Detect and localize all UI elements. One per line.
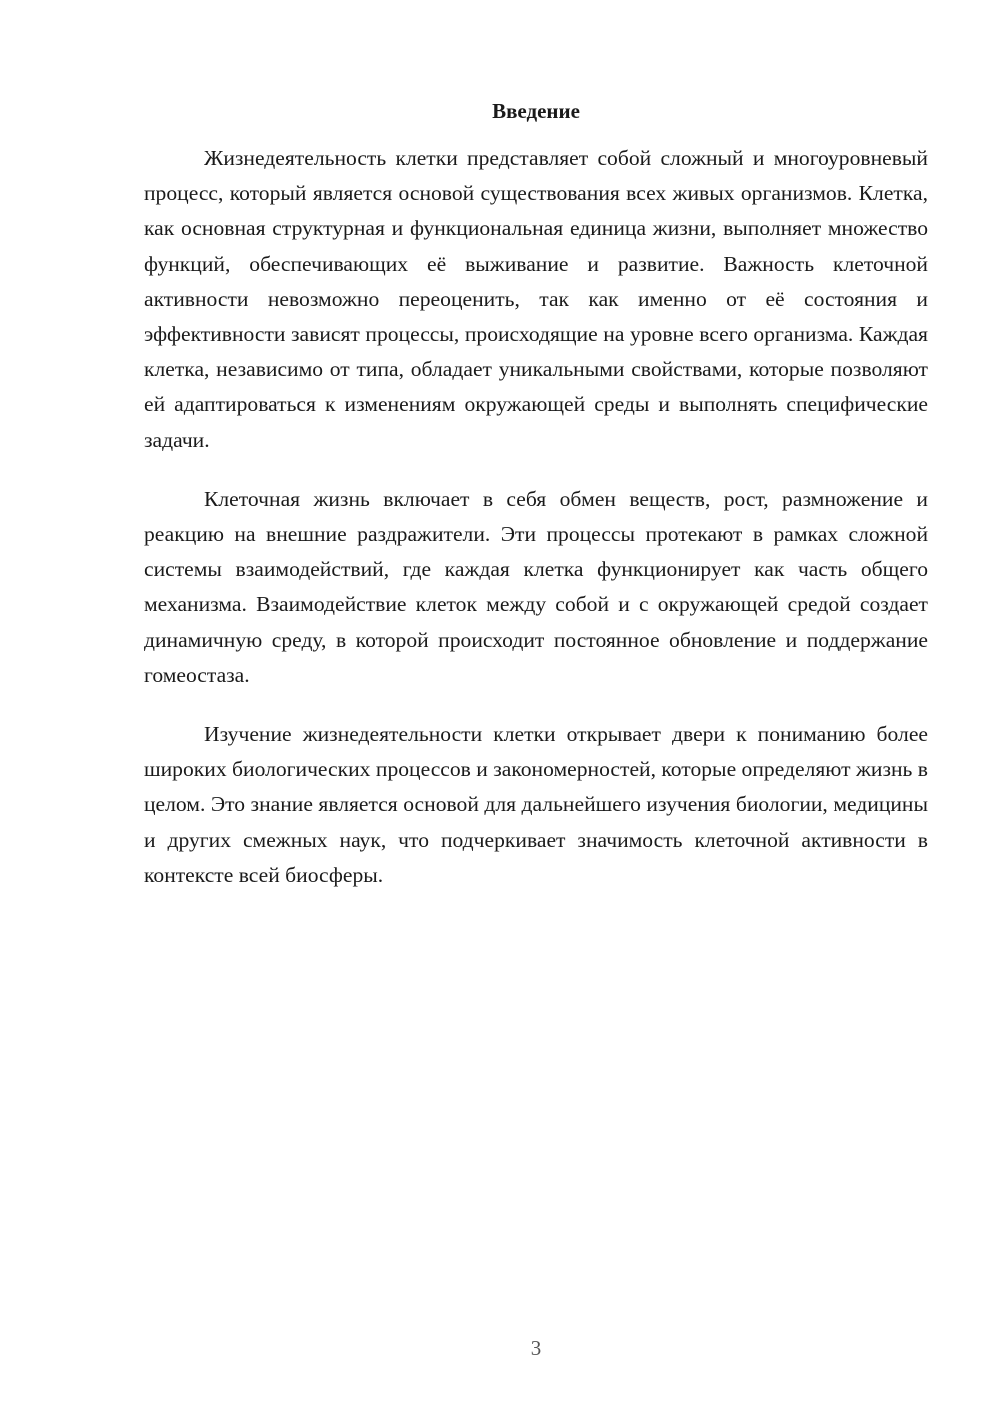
section-heading: Введение	[492, 99, 580, 123]
paragraph-3: Изучение жизнедеятельности клетки открывает двери к пониманию более широких биологических процессов и закономерностей, которые определяют жизнь в целом. Это знание является основой для дальнейшего изучения биологии, медицины и других смежных наук, что подчеркивает значимость клеточной активности в контексте всей биосферы.	[144, 722, 928, 887]
paragraph-1: Жизнедеятельность клетки представляет собой сложный и многоуровневый процесс, который является основой существования всех живых организмов. Клетка, как основная структурная и функциональная единица жизни, выполняет множество функций, обеспечивающих её выживание и развитие. Важность клеточной активности невозможно переоценить, так как именно от её состояния и эффективности зависят процессы, происходящие на уровне всего организма. Каждая клетка, независимо от типа, обладает уникальными свойствами, которые позволяют ей адаптироваться к изменениям окружающей среды и выполнять специфические задачи.	[144, 146, 928, 452]
body-text	[144, 141, 928, 917]
paragraph-2: Клеточная жизнь включает в себя обмен веществ, рост, размножение и реакцию на внешние раздражители. Эти процессы протекают в рамках сложной системы взаимодействий, где каждая клетка функционирует как часть общего механизма. Взаимодействие клеток между собой и с окружающей средой создает динамичную среду, в которой происходит постоянное обновление и поддержание гомеостаза.	[144, 486, 928, 687]
page-number: 3	[530, 1336, 542, 1360]
